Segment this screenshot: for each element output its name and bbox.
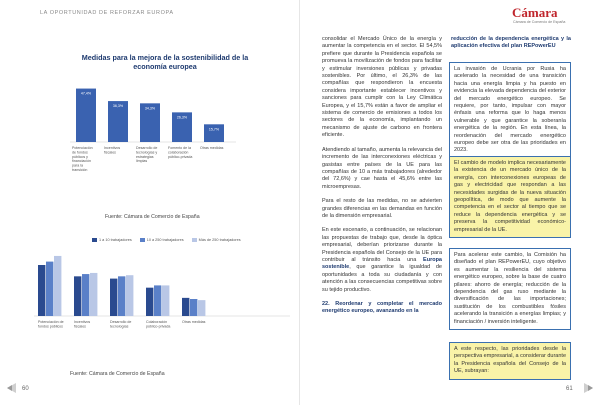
- chart1-value-label: 15,7%: [208, 127, 220, 132]
- chart2-bar: [154, 285, 161, 316]
- page-number-right: 61: [566, 386, 573, 392]
- chart1-value-label: 36,3%: [112, 104, 124, 109]
- section-heading-cont: reducción de la dependencia energética y la aplicación efectiva del plan REPowerEU: [451, 36, 571, 50]
- legend-item: 1 a 10 trabajadores: [92, 238, 132, 242]
- paragraph: consolidar el Mercado Único de la energía y aumentar la competencia en el sector. El 54,5% prefiere que durante la Presidencia española se promueva la movilización de fondos para facilitar y estimular inversiones públicas y privadas sostenibles. Por último, el 26,3% de las compañías que respondieron la encuesta considera importante establecer incentivos y sanciones para cumplir con la Ley Climática Europea, y el 15,7% están a favor de ampliar el sistema de comercio de emisiones a todos los sectores de la economía, implantando un mecanismo de ajuste de carbono en frontera eficiente.: [322, 36, 442, 139]
- running-header: LA OPORTUNIDAD DE REFORZAR EUROPA: [40, 10, 174, 16]
- chart2-bar: [54, 256, 61, 316]
- highlighted-paragraph-2: A este respecto, las prioridades desde la perspectiva empresarial, a considerar durante la Presidencia española del Consejo de la UE, subrayan:: [449, 342, 571, 380]
- chart2-legend: [92, 238, 241, 242]
- chart2-bar: [146, 288, 153, 316]
- chart2-source: Fuente: Cámara de Comercio de España: [70, 371, 165, 377]
- chart2-category-label: Desarrollo de tecnologías: [110, 320, 132, 329]
- logo-subtitle: Cámara de Comercio de España: [513, 20, 566, 24]
- chart2-bar: [46, 262, 53, 316]
- chart2-bar: [198, 300, 205, 316]
- chart1-source: Fuente: Cámara de Comercio de España: [105, 214, 200, 220]
- paragraph: Para el resto de las medidas, no se advierten grandes diferencias en las demandas en función de la dimensión empresarial.: [322, 198, 442, 219]
- chart1-category-label: Desarrollo de tecnologías y estrategias limpias: [136, 146, 158, 164]
- chart2-bar: [162, 285, 169, 316]
- chart1-category-label: Incentivos fiscales: [104, 146, 121, 155]
- chart2-bar: [190, 299, 197, 316]
- chart1-category-label: Otras medidas: [200, 146, 224, 150]
- boxed-paragraph-1: La invasión de Ucrania por Rusia ha acelerado la necesidad de una transición hacia una energía limpia y ha puesto en evidencia la elevada dependencia del exterior del mercado energético europeo. Se requiere, por tanto, impulsar con mayor énfasis una reforma que lo haga menos vulnerable y que garantice la soberanía energética de la región. En esta línea, la reordenación del mercado energético europeo debe ser otra de las prioridades en 2023.: [449, 62, 571, 159]
- highlighted-paragraph: El cambio de modelo implica necesariamente la existencia de un mercado único de la energía, con interconexiones europeas de gas y electricidad que respondan a las necesidades surgidas de la nueva situación geopolítica, de modo que aumente la competencia en el sector al tiempo que se reduce la dependencia energética y se preserva la competitividad económico-empresarial de la UE.: [449, 156, 571, 238]
- chart1-value-label: 47,4%: [80, 91, 92, 96]
- chart1-value-label: 34,3%: [144, 106, 156, 111]
- chart2-bar: [38, 265, 45, 316]
- page-number-left: 60: [22, 386, 29, 392]
- text-column-2: [451, 36, 571, 58]
- next-page-icon[interactable]: [582, 381, 596, 395]
- chart2-bar: [74, 276, 81, 316]
- section-heading: 22. Reordenar y completar el mercado energético europeo, avanzando en la: [322, 301, 442, 315]
- boxed-paragraph-2: Para acelerar este cambio, la Comisión ha diseñado el plan REPowerEU, cuyo objetivo es aumentar la resiliencia del sistema energético europeo, sobre la base de cuatro pilares: ahorro de energía; reducción de la dependencia del gas ruso mediante la diversificación de las importaciones; sustitución de los combustibles fósiles acelerando la transición a energías limpias; y financiación / inversión inteligente.: [449, 248, 571, 330]
- text-column-1: [322, 36, 442, 323]
- chart1-category-label: Fomento de la colaboración público-privada: [168, 146, 193, 159]
- chart1-title: Medidas para la mejora de la sostenibilidad de la economía europea: [81, 53, 249, 71]
- paragraph: En este escenario, a continuación, se relacionan las propuestas de trabajo que, desde la óptica empresarial, deberían priorizarse durante la Presidencia española del Consejo de la UE para contribuir al tránsito hacia una Europa sostenible, que garantice la igualdad de oportunidades a toda su ciudadanía y con atención a las consecuencias competitivas sobre su tejido productivo.: [322, 227, 442, 293]
- chart2-category-label: Otras medidas: [182, 320, 206, 324]
- emphasis: Europa sostenible: [322, 256, 442, 271]
- chart2-category-label: Incentivos fiscales: [74, 320, 91, 329]
- legend-item: 10 a 250 trabajadores: [140, 238, 184, 242]
- legend-item: Más de 250 trabajadores: [192, 238, 241, 242]
- chart2-category-label: Colaboración público-privada: [146, 320, 171, 329]
- chart2-category-label: Potenciación de fondos públicos: [38, 320, 64, 329]
- chart1-value-label: 26,3%: [176, 115, 188, 120]
- chart2-bar: [110, 279, 117, 316]
- logo-wordmark: Cámara: [512, 5, 558, 20]
- chart2-bar: [126, 275, 133, 316]
- camara-logo: [512, 5, 570, 27]
- chart2: [0, 244, 300, 374]
- prev-page-icon[interactable]: [4, 381, 18, 395]
- chart1-category-label: Potenciación de fondos públicos y financiación para la transición: [72, 146, 93, 172]
- chart2-bar: [118, 276, 125, 316]
- paragraph: Atendiendo al tamaño, aumenta la relevancia del incremento de las interconexiones eléctricas y gasistas entre países de la UE para las compañías de 10 a más trabajadores (alrededor del 72,6%) y cae hasta el 45,6% entre las microempresas.: [322, 146, 442, 190]
- chart2-bar: [182, 298, 189, 316]
- chart2-bar: [90, 273, 97, 316]
- chart2-bar: [82, 274, 89, 316]
- chart1-bar: [76, 89, 96, 142]
